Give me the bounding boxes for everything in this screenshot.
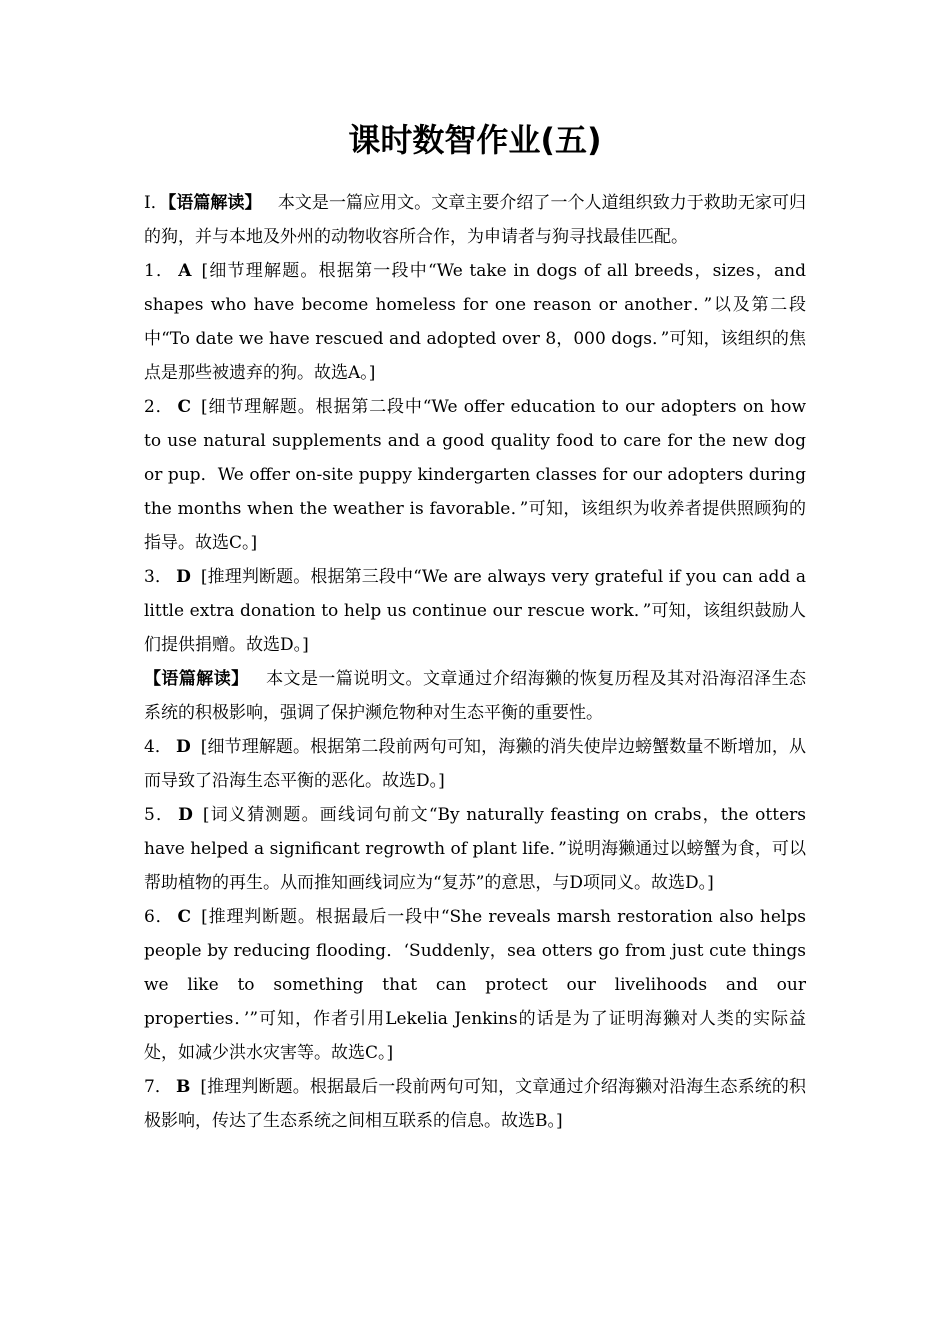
section-prefix: Ⅰ． [144,193,168,213]
answer-letter: D [176,567,191,587]
passage-label: 【语篇解读】 [167,193,262,213]
answer-letter: D [178,805,193,825]
answer-item [144,560,806,662]
answer-item [144,798,806,900]
passage-analysis-2 [144,662,806,730]
answer-item [144,390,806,560]
answer-letter: D [176,737,191,757]
answer-number: 7． [144,1077,173,1097]
answer-number: 5． [144,805,175,825]
answer-number: 1． [144,261,175,281]
answer-explanation: [推理判断题。根据最后一段中“She reveals marsh restoration also helps people by reducing flooding．‘Suddenly，sea otters go from just cute things we like to something that can protect our livelihoods and our properties．’”可知，作者引用Lekelia Jenkins的话是为了证明海獭对人类的实际益处，如减少洪水灾害等。故选C。] [144,907,806,1063]
answer-letter: C [177,397,192,417]
answer-item [144,900,806,1070]
passage-summary: 本文是一篇说明文。文章通过介绍海獭的恢复历程及其对沿海沼泽生态系统的积极影响，强调了保护濒危物种对生态平衡的重要性。 [144,669,807,723]
answer-explanation: [推理判断题。根据第三段中“We are always very grateful if you can add a little extra donation to help us continue our rescue work．”可知，该组织鼓励人们提供捐赠。故选D。] [144,567,806,655]
answer-explanation: [推理判断题。根据最后一段前两句可知，文章通过介绍海獭对沿海生态系统的积极影响，传达了生态系统之间相互联系的信息。故选B。] [144,1077,806,1131]
answer-letter: B [176,1077,191,1097]
passage-label: 【语篇解读】 [144,669,249,689]
passage-summary: 本文是一篇应用文。文章主要介绍了一个人道组织致力于救助无家可归的狗，并与本地及外州的动物收容所合作，为申请者与狗寻找最佳匹配。 [144,193,807,247]
answer-item [144,254,806,390]
answer-letter: A [178,261,192,281]
answer-explanation: [细节理解题。根据第一段中“We take in dogs of all breeds，sizes，and shapes who have become homeless for one reason or another．”以及第二段中“To date we have rescued and adopted over 8，000 dogs．”可知，该组织的焦点是那些被遗弃的狗。故选A。] [144,261,806,383]
answer-number: 2． [144,397,174,417]
answer-explanation: [细节理解题。根据第二段中“We offer education to our adopters on how to use natural supplements and a good quality food to care for the new dog or pup．We offer on-site puppy kindergarten classes for our adopters during the months when the weather is favorable．”可知，该组织为收养者提供照顾狗的指导。故选C。] [144,397,806,553]
answer-number: 3． [144,567,173,587]
answer-item [144,730,806,798]
answer-letter: C [177,907,192,927]
passage-analysis-1 [144,186,806,254]
answer-explanation: [细节理解题。根据第二段前两句可知，海獭的消失使岸边螃蟹数量不断增加，从而导致了沿海生态平衡的恶化。故选D。] [144,737,806,791]
document-page [144,120,806,1138]
answer-explanation: [词义猜测题。画线词句前文“By naturally feasting on crabs，the otters have helped a significant regrowth of plant life．”说明海獭通过以螃蟹为食，可以帮助植物的再生。从而推知画线词应为“复苏”的意思，与D项同义。故选D。] [144,805,806,893]
answer-number: 4． [144,737,173,757]
answer-item [144,1070,806,1138]
page-title: 课时数智作业(五) [348,121,602,159]
answer-number: 6． [144,907,174,927]
